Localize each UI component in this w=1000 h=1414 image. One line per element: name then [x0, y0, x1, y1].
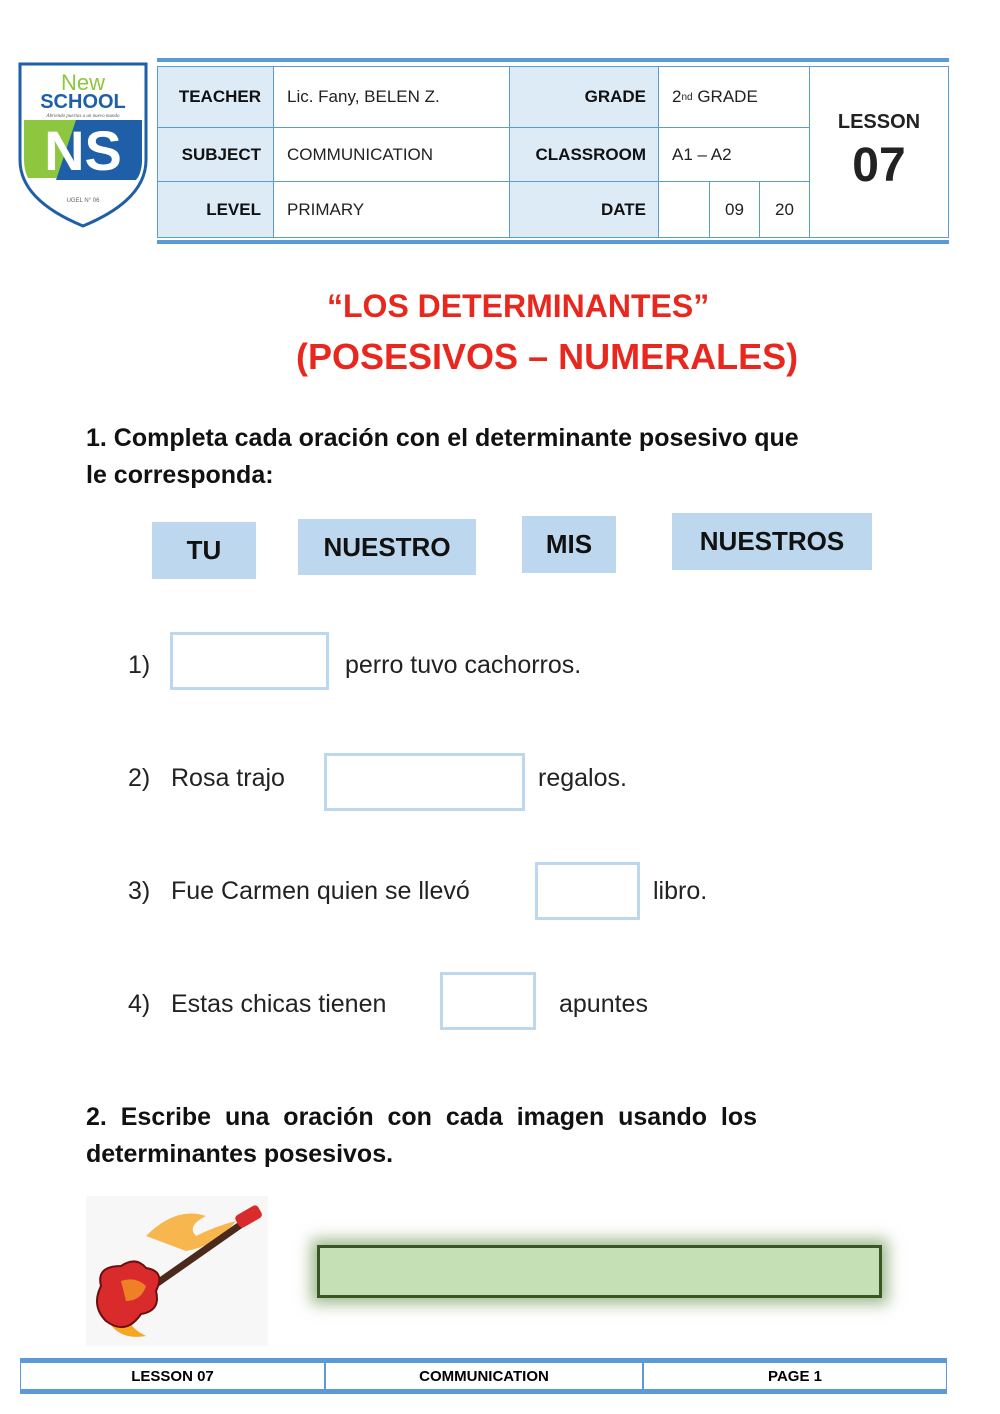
sentence-answer-field[interactable] [317, 1245, 882, 1298]
footer-page: PAGE 1 [643, 1362, 947, 1390]
lesson-number: 07 [852, 139, 906, 192]
date-month: 09 [709, 181, 760, 238]
sentence-2-drop-box[interactable] [324, 753, 525, 811]
svg-text:UGEL N° 06: UGEL N° 06 [66, 198, 100, 204]
grade-suffix: nd [681, 91, 693, 103]
sentence-4-after: apuntes [559, 990, 648, 1018]
svg-text:NS: NS [44, 119, 122, 182]
exercise-1-prompt-line-1: 1. Completa cada oración con el determinante posesivo que [86, 424, 799, 452]
sentence-3-number: 3) [128, 877, 151, 905]
grade-number: 2 [672, 87, 682, 106]
subject-value: COMMUNICATION [273, 127, 510, 182]
exercise-2-prompt [86, 1099, 916, 1173]
sentence-1-after: perro tuvo cachorros. [345, 651, 582, 679]
sentence-4-before: Estas chicas tienen [171, 990, 387, 1018]
sentence-2-before: Rosa trajo [171, 764, 285, 792]
exercise-1-prompt [86, 420, 799, 494]
sentence-1-drop-box[interactable] [170, 632, 329, 690]
exercise-1-prompt-line-2: le corresponda: [86, 461, 274, 489]
word-chip-tu[interactable]: TU [152, 522, 256, 579]
classroom-value: A1 – A2 [658, 127, 810, 182]
svg-text:New: New [60, 70, 106, 95]
grade-value [658, 66, 810, 128]
title-line-1: “LOS DETERMINANTES” [327, 288, 710, 324]
guitar-image [86, 1196, 268, 1346]
teacher-label: TEACHER [157, 66, 274, 128]
sentence-3-drop-box[interactable] [535, 862, 640, 920]
footer-lesson: LESSON 07 [20, 1362, 325, 1390]
level-label: LEVEL [157, 181, 274, 238]
lesson-label: LESSON [837, 111, 921, 133]
teacher-value: Lic. Fany, BELEN Z. [273, 66, 510, 128]
sentence-2-after: regalos. [538, 764, 627, 792]
school-logo [16, 60, 150, 228]
word-chip-nuestro[interactable]: NUESTRO [298, 519, 476, 575]
level-value: PRIMARY [273, 181, 510, 238]
grade-label: GRADE [509, 66, 659, 128]
sentence-4-number: 4) [128, 990, 151, 1018]
word-chip-mis[interactable]: MIS [522, 516, 616, 573]
classroom-label: CLASSROOM [509, 127, 659, 182]
svg-text:Abriendo puertas a un nuevo mu: Abriendo puertas a un nuevo mundo [46, 114, 120, 119]
sentence-3-after: libro. [653, 877, 708, 905]
title-line-2: (POSESIVOS – NUMERALES) [296, 336, 799, 377]
exercise-2-prompt-line-2: determinantes posesivos. [86, 1140, 394, 1168]
grade-word: GRADE [697, 87, 758, 106]
date-day [658, 181, 710, 238]
word-chip-nuestros[interactable]: NUESTROS [672, 513, 872, 570]
sentence-3-before: Fue Carmen quien se llevó [171, 877, 470, 905]
subject-label: SUBJECT [157, 127, 274, 182]
header-table [157, 58, 949, 244]
exercise-2-prompt-line-1: 2. Escribe una oración con cada imagen usando los [86, 1103, 758, 1131]
sentence-1-number: 1) [128, 651, 151, 679]
sentence-4-drop-box[interactable] [440, 972, 536, 1030]
footer-subject: COMMUNICATION [325, 1362, 643, 1390]
lesson-box [809, 66, 949, 238]
sentence-2-number: 2) [128, 764, 151, 792]
footer-table [20, 1358, 947, 1394]
date-label: DATE [509, 181, 659, 238]
date-year: 20 [759, 181, 810, 238]
svg-text:SCHOOL: SCHOOL [40, 91, 126, 113]
